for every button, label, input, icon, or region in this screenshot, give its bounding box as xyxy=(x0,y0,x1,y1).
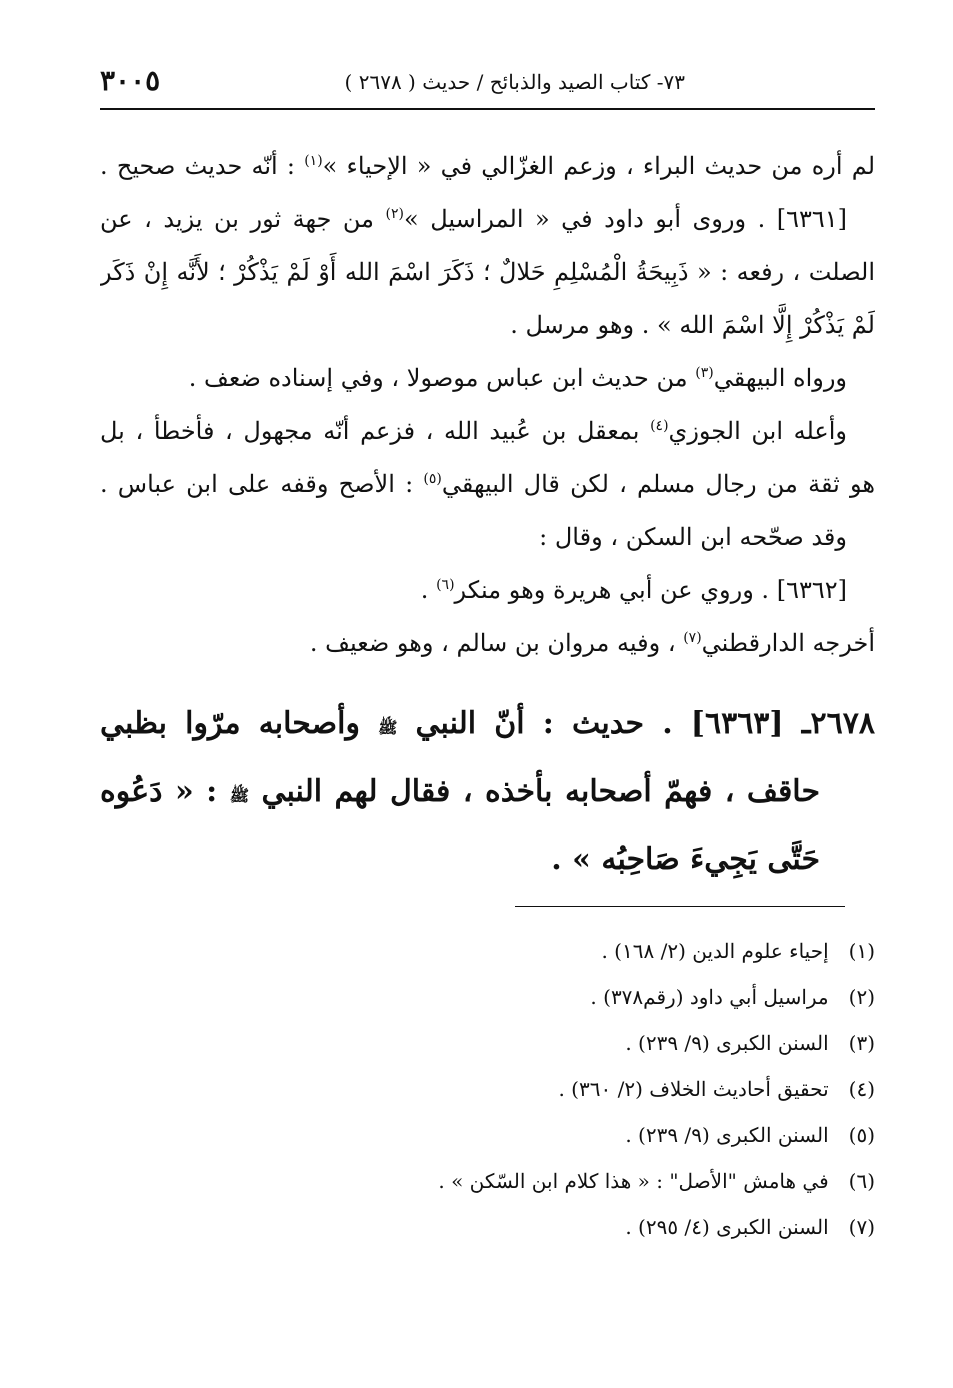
text-run: أخرجه الدارقطني xyxy=(701,629,875,657)
body-text xyxy=(100,140,875,670)
text-run: ورواه البيهقي xyxy=(713,364,847,392)
hadith-2678 xyxy=(100,690,875,894)
body-line xyxy=(100,352,875,405)
text-run: لَمْ يَذْكُرْ إِلَّا اسْمَ الله » . وهو مرسل . xyxy=(510,311,875,339)
footnote-number: (٥) xyxy=(848,1123,875,1147)
page-header xyxy=(100,62,875,102)
footnote-ref: (٢) xyxy=(385,206,405,222)
text-run: من حديث ابن عباس موصولا ، وفي إسناده ضعف . xyxy=(188,364,696,392)
text-run: وقد صحّحه ابن السكن ، وقال : xyxy=(539,523,847,551)
body-line xyxy=(100,617,875,670)
body-line xyxy=(100,246,875,299)
footnote-text: السنن الكبرى (٤/ ٢٩٥) . xyxy=(625,1215,829,1239)
footnote-item xyxy=(100,1066,875,1112)
header-rule xyxy=(100,108,875,110)
text-run: الصلت ، رفعه : « ذَبِيحَةُ الْمُسْلِمِ حَلالٌ ؛ ذَكَرَ اسْمَ الله أَوْ لَمْ يَذْكُرْ ؛ لأَنَّه إِنْ ذَكَر xyxy=(100,258,875,286)
footnote-text: السنن الكبرى (٩/ ٢٣٩) . xyxy=(625,1031,829,1055)
text-run: من جهة ثور بن يزيد ، عن xyxy=(100,205,386,233)
salawat-ligature: ﷺ xyxy=(378,718,398,737)
footnote-text: مراسيل أبي داود (رقم٣٧٨) . xyxy=(590,985,829,1009)
footnote-ref: (٣) xyxy=(695,365,714,381)
footnote-ref: (٤) xyxy=(650,418,669,434)
footnote-text: إحياء علوم الدين (٢/ ١٦٨) . xyxy=(601,939,829,963)
text-run: ، وفيه مروان بن سالم ، وهو ضعيف . xyxy=(309,629,684,657)
footnote-ref: (٧) xyxy=(683,630,702,646)
footnote-number: (٣) xyxy=(848,1031,875,1055)
text-run: هو ثقة من رجال مسلم ، لكن قال البيهقي xyxy=(441,470,875,498)
body-line xyxy=(100,140,875,193)
text-run: : أنّه حديث صحيح . xyxy=(100,152,305,180)
text-run: حَتَّى يَجِيءَ صَاحِبُه » . xyxy=(551,842,820,877)
text-run: لم أره من حديث البراء ، وزعم الغزّالي في « الإحياء » xyxy=(322,152,875,180)
body-line xyxy=(100,193,875,246)
body-line xyxy=(100,564,875,617)
footnote-text: تحقيق أحاديث الخلاف (٢/ ٣٦٠) . xyxy=(558,1077,829,1101)
hadith-line xyxy=(100,758,875,826)
body-line xyxy=(100,511,875,564)
hadith-line xyxy=(100,690,875,758)
text-run: [٦٣٦١] . وروى أبو داود في « المراسيل » xyxy=(404,205,848,233)
body-line xyxy=(100,405,875,458)
footnote-text: السنن الكبرى (٩/ ٢٣٩) . xyxy=(625,1123,829,1147)
footnote-item xyxy=(100,1112,875,1158)
text-run: وأعله ابن الجوزي xyxy=(668,417,847,445)
footnote-item xyxy=(100,1020,875,1066)
text-run: : « دَعُوه xyxy=(100,774,230,809)
footnote-item xyxy=(100,1158,875,1204)
footnote-ref: (٦) xyxy=(436,577,455,593)
body-line xyxy=(100,458,875,511)
text-run: : الأصح وقفه على ابن عباس . xyxy=(100,470,424,498)
footnote-separator xyxy=(515,906,845,907)
footnote-item xyxy=(100,974,875,1020)
page-number: ٣٠٠٥ xyxy=(100,64,161,97)
footnote-ref: (١) xyxy=(304,153,323,169)
footnote-number: (٤) xyxy=(848,1077,875,1101)
text-run: وأصحابه مرّوا بظبي xyxy=(100,706,379,741)
text-run: ٢٦٧٨ـ [٦٣٦٣] . حديث : أنّ النبي xyxy=(397,706,875,741)
hadith-line xyxy=(100,826,875,894)
footnote-number: (٧) xyxy=(848,1215,875,1239)
text-run: [٦٣٦٢] . وروي عن أبي هريرة وهو منكر xyxy=(454,576,847,604)
footnote-number: (٦) xyxy=(848,1169,875,1193)
salawat-ligature: ﷺ xyxy=(229,786,250,805)
footnote-number: (١) xyxy=(848,939,875,963)
footnote-item xyxy=(100,1204,875,1250)
footnote-item xyxy=(100,928,875,974)
text-run: حاقف ، فهمّ أصحابه بأخذه ، فقال لهم النبي xyxy=(249,774,820,809)
body-line xyxy=(100,299,875,352)
footnote-number: (٢) xyxy=(848,985,875,1009)
footnote-text: في هامش "الأصل" : « هذا كلام ابن السّكن » . xyxy=(438,1169,829,1193)
running-title: ٧٣- كتاب الصيد والذبائح / حديث ( ٢٦٧٨ ) xyxy=(344,70,685,94)
text-run: بمعقل بن عُبيد الله ، فزعم أنّه مجهول ، فأخطأ ، بل xyxy=(100,417,651,445)
footnotes xyxy=(100,928,875,1250)
footnote-ref: (٥) xyxy=(423,471,442,487)
text-run: . xyxy=(420,576,437,604)
